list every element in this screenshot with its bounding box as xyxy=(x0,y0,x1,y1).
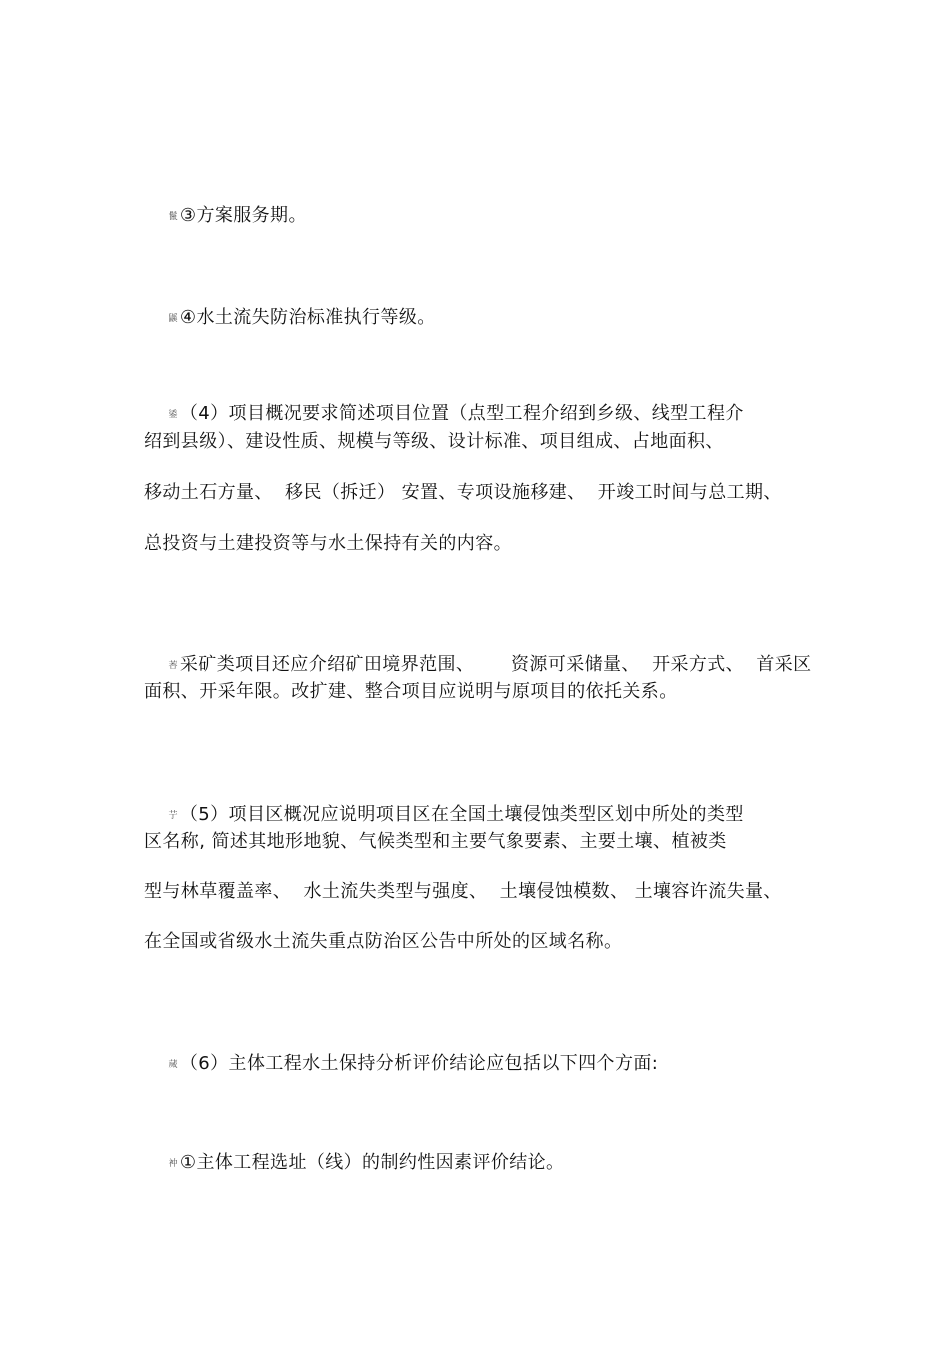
margin-mark: 艼 xyxy=(168,811,178,821)
paragraph-line: 采矿类项目还应介绍矿田境界范围、 资源可采储量、 开采方式、 首采区 xyxy=(179,654,812,675)
margin-mark: 衶 xyxy=(168,1159,178,1169)
paragraph-line: ④水土流失防治标准执行等级。 xyxy=(179,307,436,328)
margin-mark: 鋈 xyxy=(168,410,178,420)
paragraph-line: 在全国或省级水土流失重点防治区公告中所处的区域名称。 xyxy=(144,931,623,952)
paragraph-line: （6）主体工程水土保持分析评价结论应包括以下四个方面: xyxy=(179,1053,659,1074)
section-6-heading xyxy=(144,1028,658,1101)
paragraph-line: 移动土石方量、 移民（拆迁） 安置、专项设施移建、 开竣工时间与总工期、 xyxy=(144,482,782,503)
paragraph-line: 型与林草覆盖率、 水土流失类型与强度、 土壤侵蚀模数、 土壤容许流失量、 xyxy=(144,881,782,902)
paragraph-line: （4）项目概况要求简述项目位置（点型工程介绍到乡级、线型工程介 xyxy=(179,403,744,424)
item-3-service-period xyxy=(144,180,307,253)
item-4-standard-level xyxy=(144,282,436,355)
margin-mark: 鼷 xyxy=(168,314,178,324)
item-1-site-selection xyxy=(144,1127,564,1200)
paragraph-line: 总投资与土建投资等与水土保持有关的内容。 xyxy=(144,533,512,554)
paragraph-line: ①主体工程选址（线）的制约性因素评价结论。 xyxy=(179,1152,565,1173)
paragraph-line: 区名称, 简述其地形地貌、气候类型和主要气象要素、主要土壤、植被类 xyxy=(144,831,727,852)
margin-mark: 蒇 xyxy=(168,1060,178,1070)
paragraph-line: 绍到县级）、建设性质、规模与等级、设计标准、项目组成、占地面积、 xyxy=(144,431,724,452)
paragraph-line: （5）项目区概况应说明项目区在全国土壤侵蚀类型区划中所处的类型 xyxy=(179,804,744,825)
paragraph-line: ③方案服务期。 xyxy=(179,205,307,226)
margin-mark: 莕 xyxy=(168,661,178,671)
margin-mark: 鬣 xyxy=(168,212,178,222)
paragraph-line: 面积、开采年限。改扩建、整合项目应说明与原项目的依托关系。 xyxy=(144,681,678,702)
